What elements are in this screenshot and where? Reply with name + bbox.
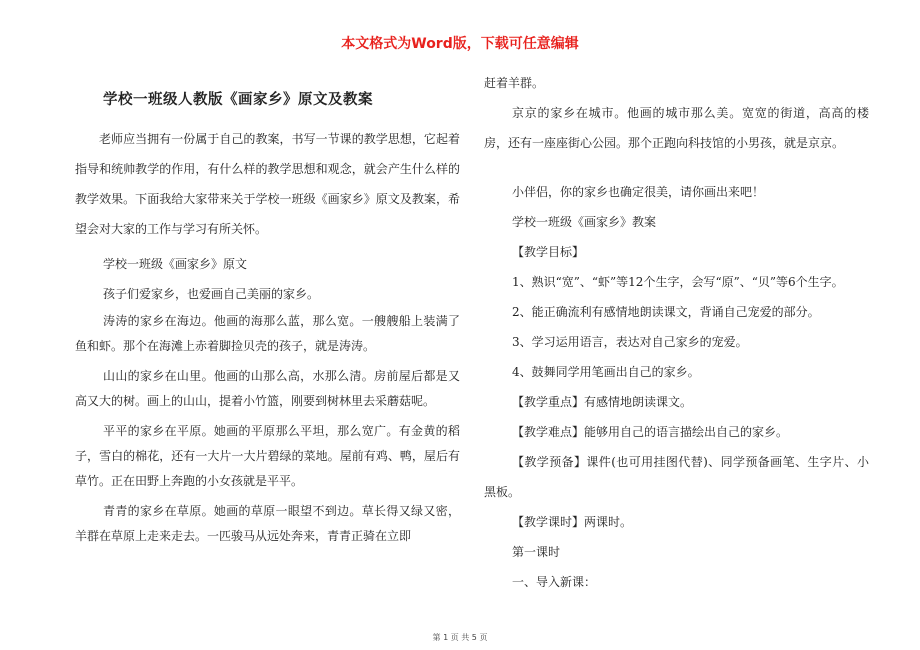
first-lesson-heading: 第一课时 xyxy=(512,545,561,559)
text-paragraph: 孩子们爱家乡，也爱画自己美丽的家乡。 xyxy=(103,287,320,301)
intro-paragraph: 老师应当拥有一份属于自己的教案，书写一节课的教学思想，它起着指导和统帅教学的作用，有什么样的教学思想和观念，就会产生什么样的教学效果。下面我给大家带来关于学校一班级《画家乡》原文及教案，希望会对大家的工作与学习有所关怀。 xyxy=(75,132,460,236)
text-paragraph: 京京的家乡在城市。他画的城市那么美。宽宽的街道，高高的楼房，还有一座座街心公园。那个正跑向科技馆的小男孩，就是京京。 xyxy=(484,106,869,150)
objective-item: 2、能正确流利有感情地朗读课文，背诵自己宠爱的部分。 xyxy=(512,305,820,319)
lesson-objectives-heading: 【教学目标】 xyxy=(512,245,585,259)
key-point: 【教学重点】有感情地朗读课文。 xyxy=(512,395,693,409)
objective-item: 3、学习运用语言，表达对自己家乡的宠爱。 xyxy=(512,335,748,349)
class-hours: 【教学课时】两课时。 xyxy=(512,515,633,529)
section-heading-original-text: 学校一班级《画家乡》原文 xyxy=(103,257,248,271)
text-paragraph: 平平的家乡在平原。她画的平原那么平坦，那么宽广。有金黄的稻子，雪白的棉花，还有一大片一大片碧绿的菜地。屋前有鸡、鸭，屋后有草竹。正在田野上奔跑的小女孩就是平平。 xyxy=(75,424,460,488)
page-title: 学校一班级人教版《画家乡》原文及教案 xyxy=(103,92,373,108)
difficult-point: 【教学难点】能够用自己的语言描绘出自己的家乡。 xyxy=(512,425,789,439)
objective-item: 4、鼓舞同学用笔画出自己的家乡。 xyxy=(512,365,700,379)
text-paragraph: 小伴侣，你的家乡也确定很美，请你画出来吧！ xyxy=(512,185,765,199)
left-column xyxy=(75,80,460,549)
lesson-step: 一、导入新课： xyxy=(512,575,597,589)
text-paragraph: 青青的家乡在草原。她画的草原一眼望不到边。草长得又绿又密，羊群在草原上走来走去。一匹骏马从远处奔来，青青正骑在立即 xyxy=(75,504,460,543)
section-heading-lesson-plan: 学校一班级《画家乡》教案 xyxy=(512,215,657,229)
format-notice: 本文格式为Word版，下载可任意编辑 xyxy=(341,36,579,52)
text-paragraph: 赶着羊群。 xyxy=(484,76,545,90)
text-paragraph: 山山的家乡在山里。他画的山那么高，水那么清。房前屋后都是又高又大的树。画上的山山，提着小竹篮，刚要到树林里去采蘑菇呢。 xyxy=(75,369,460,408)
preparation: 【教学预备】课件(也可用挂图代替)、同学预备画笔、生字片、小黑板。 xyxy=(484,455,869,499)
page-number: 第 1 页 共 5 页 xyxy=(432,633,488,642)
objective-item: 1、熟识“宽”、“虾”等12个生字，会写“原”、“贝”等6个生字。 xyxy=(512,275,844,289)
text-paragraph: 涛涛的家乡在海边。他画的海那么蓝，那么宽。一艘艘船上装满了鱼和虾。那个在海滩上赤着脚捡贝壳的孩子，就是涛涛。 xyxy=(75,314,460,353)
right-column xyxy=(484,68,869,597)
